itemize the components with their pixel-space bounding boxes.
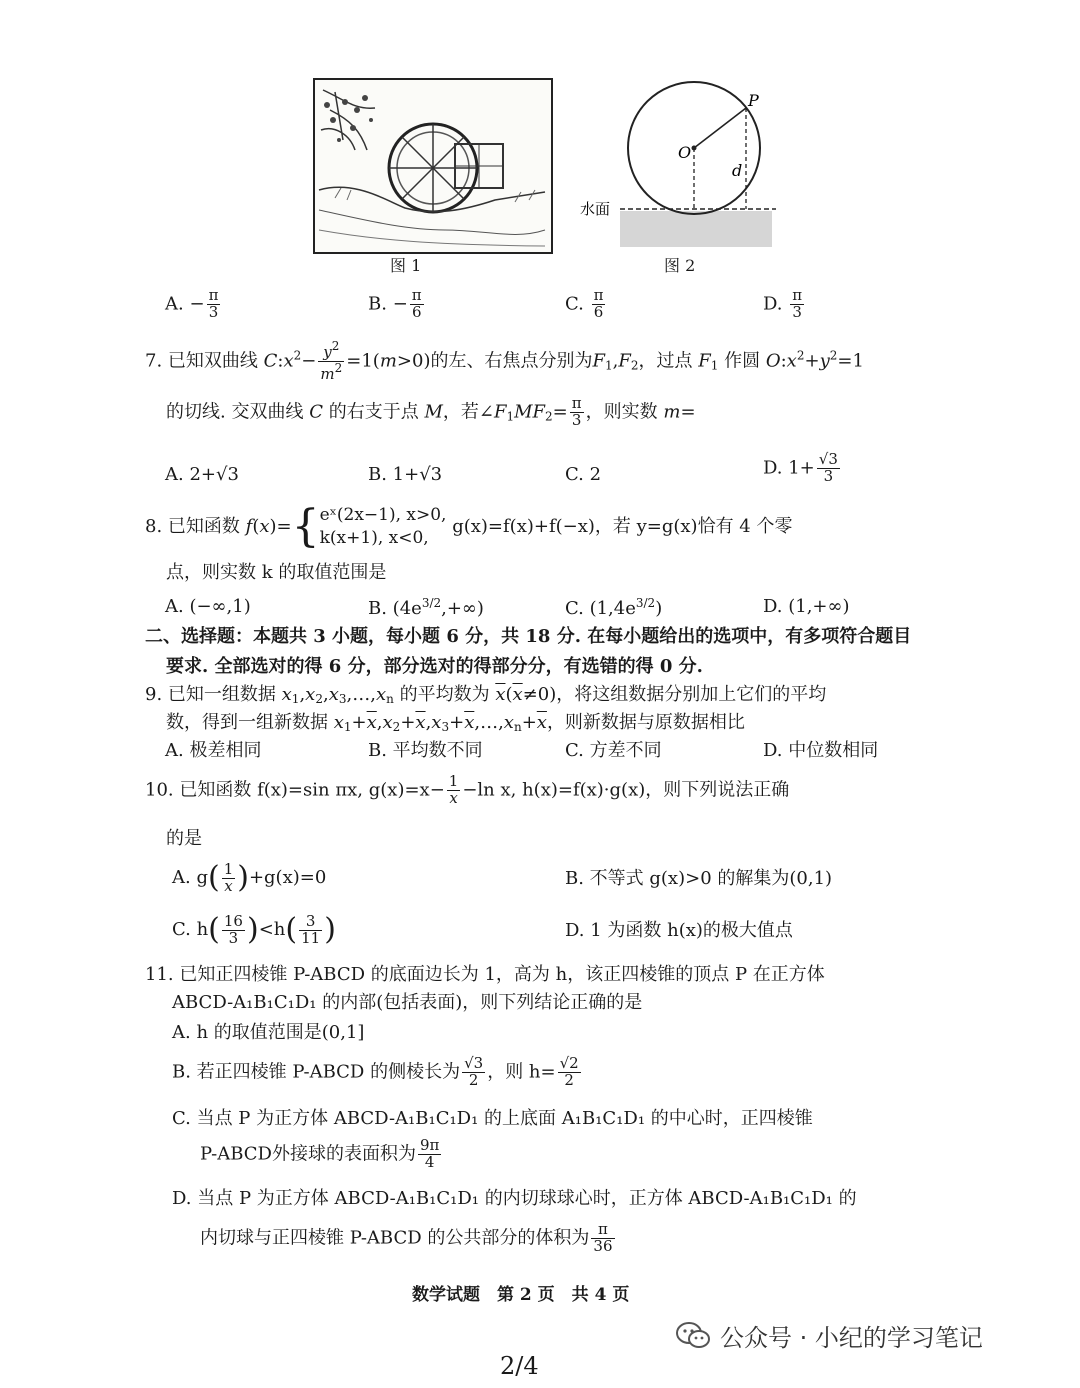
q9-option-b: B. 平均数不同: [368, 740, 483, 761]
watermark: [676, 1318, 983, 1353]
q10-option-d: D. 1 为函数 h(x)的极大值点: [565, 920, 793, 941]
q7-line1: 7. 已知双曲线 $C:x^2-$ $\frac{y^2}{m^2}$ =1(m>0)的左、右焦点分别为$F_1,F_2$，过点 $F_1$ 作圆 $O:x^2+y^2=1$: [145, 339, 864, 383]
q6-option-b: B. − $\frac{\pi}{6}$: [368, 286, 422, 321]
q10-line2: 的是: [166, 828, 202, 849]
q7-option-d: D. 1+ $\frac{√3}{3}$: [763, 450, 838, 485]
label-p: P: [748, 91, 759, 110]
q8-option-a: A. (−∞,1): [165, 596, 251, 617]
q8-option-b: B. $(4e^{3/2},+\infty)$: [368, 596, 484, 619]
q9-option-d: D. 中位数相同: [763, 740, 879, 761]
q9-line2: 数，得到一组新数据 $x_1+\overline{x},x_2+\overline{x},x_3+\overline{x},\dots,x_n+\overline{x}$，则新数据与原数据相比: [166, 712, 745, 734]
q11-option-b: B. 若正四棱锥 P-ABCD 的侧棱长为 $\frac{√3}{2}$ ，则 h= $\frac{√2}{2}$: [172, 1054, 579, 1089]
q10-option-b: B. 不等式 g(x)>0 的解集为(0,1): [565, 868, 833, 889]
label-o: O: [678, 143, 692, 162]
fig2-caption: 图 2: [664, 256, 696, 275]
q6-option-d: D. $\frac{\pi}{3}$: [763, 286, 803, 321]
waterwheel-circle-diagram: [576, 78, 786, 258]
section2-heading-line2: 要求. 全部选对的得 6 分，部分选对的得部分分，有选错的得 0 分.: [166, 656, 703, 677]
page-footer-title: 数学试题 第 2 页 共 4 页: [412, 1285, 630, 1305]
q9-option-c: C. 方差不同: [565, 740, 662, 761]
page-number: 2/4: [500, 1352, 539, 1380]
radius-op: [694, 108, 746, 148]
q11-option-d-line1: D. 当点 P 为正方体 ABCD-A₁B₁C₁D₁ 的内切球球心时，正方体 ABCD-A₁B₁C₁D₁ 的: [172, 1188, 857, 1209]
q8-option-c: C. $(1,4e^{3/2})$: [565, 596, 663, 619]
waterwheel-illustration: [313, 78, 553, 254]
q11-option-c-line2: P-ABCD外接球的表面积为 $\frac{9\pi}{4}$: [200, 1136, 440, 1171]
wechat-icon: [676, 1321, 710, 1351]
q8-line1: 8. 已知函数 f(x)={eˣ(2x−1), x>0, k(x+1), x<0, g(x)=f(x)+f(−x)，若 y=g(x)恰有 4 个零: [145, 500, 793, 552]
watermark-text: 公众号 · 小纪的学习笔记: [720, 1324, 983, 1352]
q8-line2: 点，则实数 k 的取值范围是: [166, 562, 387, 583]
q10-line1: 10. 已知函数 f(x)=sin πx, g(x)=x− $\frac{1}{x}$ −ln x, h(x)=f(x)·g(x)，则下列说法正确: [145, 772, 790, 807]
q6-option-a: A. − $\frac{\pi}{3}$: [165, 286, 219, 321]
q11-option-a: A. h 的取值范围是(0,1]: [172, 1022, 365, 1043]
q9-option-a: A. 极差相同: [165, 740, 262, 761]
center-point: [692, 146, 697, 151]
q10-option-a: A. g( $\frac{1}{x}$ )+g(x)=0: [172, 859, 327, 895]
q10-option-c: C. h( $\frac{16}{3}$ )<h( $\frac{3}{11}$ ): [172, 911, 336, 947]
label-water: 水面: [580, 200, 611, 218]
waterwheel-drawing: [315, 80, 551, 252]
fig1-caption: 图 1: [390, 256, 422, 275]
q7-option-a: A. 2+√3: [165, 464, 239, 485]
q9-line1: 9. 已知一组数据 $x_1,x_2,x_3,\dots,x_n$ 的平均数为 $\overline{x}(\overline{x}\ne 0)$，将这组数据分别加上它们的平均: [145, 684, 827, 706]
q6-option-c: C. $\frac{\pi}{6}$: [565, 286, 604, 321]
q7-option-b: B. 1+√3: [368, 464, 443, 485]
q11-option-d-line2: 内切球与正四棱锥 P-ABCD 的公共部分的体积为 $\frac{\pi}{36}$: [200, 1220, 613, 1255]
q7-option-c: C. 2: [565, 464, 602, 485]
q7-line2: 的切线. 交双曲线 C 的右支于点 M，若$\angle F_1MF_2=$ $\frac{\pi}{3}$ ，则实数 m=: [166, 394, 696, 429]
label-d: d: [732, 161, 743, 180]
section2-heading-line1: 二、选择题：本题共 3 小题，每小题 6 分，共 18 分. 在每小题给出的选项中，有多项符合题目: [145, 626, 912, 647]
q11-line1: 11. 已知正四棱锥 P-ABCD 的底面边长为 1，高为 h，该正四棱锥的顶点 P 在正方体: [145, 964, 825, 985]
q11-option-c-line1: C. 当点 P 为正方体 ABCD-A₁B₁C₁D₁ 的上底面 A₁B₁C₁D₁ 的中心时，正四棱锥: [172, 1108, 813, 1129]
q8-option-d: D. (1,+∞): [763, 596, 850, 617]
water-region: [620, 211, 772, 247]
q11-line2: ABCD-A₁B₁C₁D₁ 的内部(包括表面)，则下列结论正确的是: [172, 992, 643, 1013]
